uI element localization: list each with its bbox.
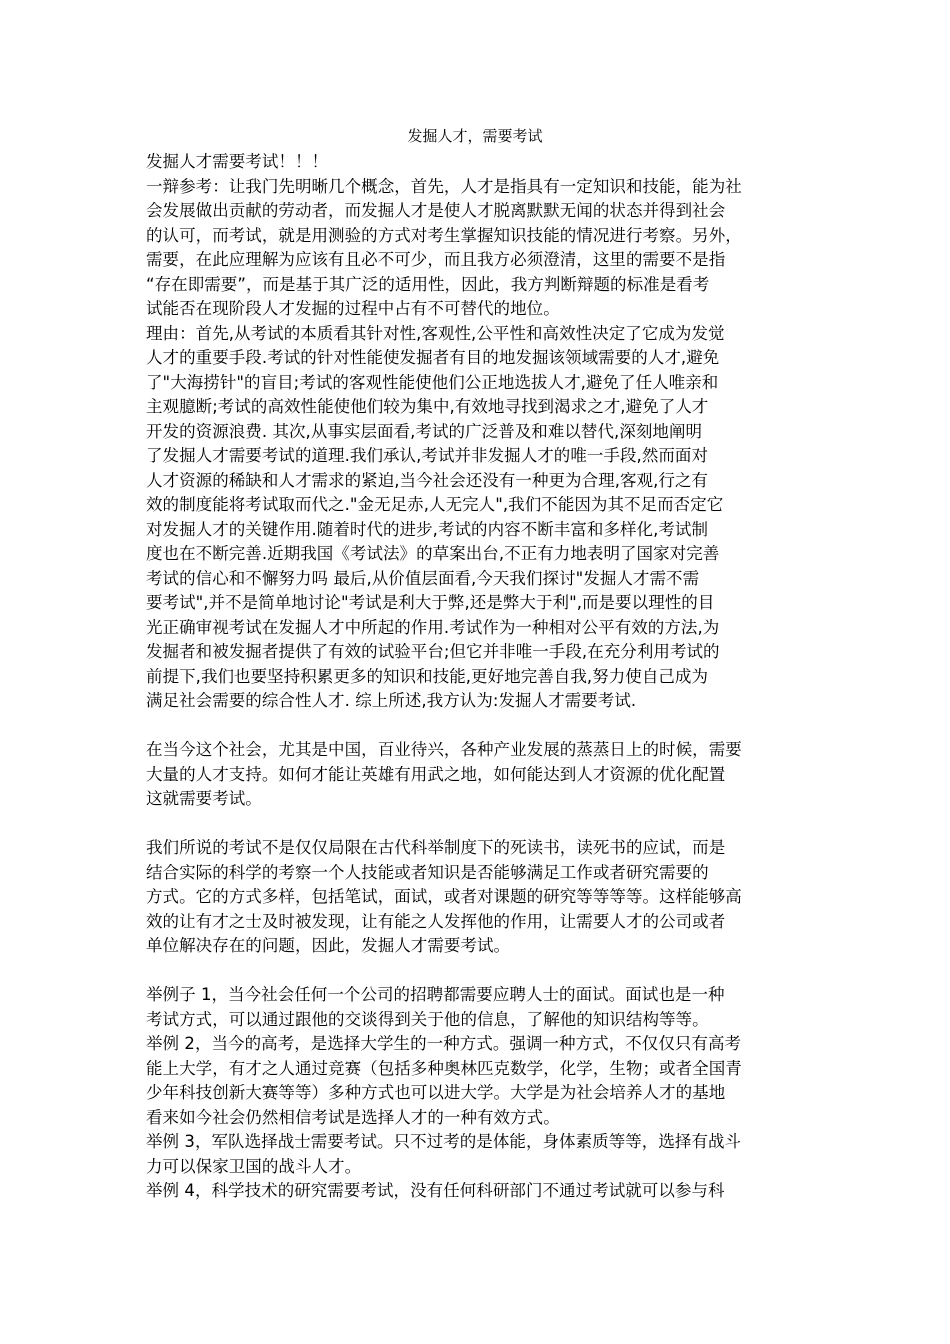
text-line: 理由：首先,从考试的本质看其针对性,客观性,公平性和高效性决定了它成为发觉 xyxy=(146,323,725,343)
text-line: 了发掘人才需要考试的道理.我们承认,考试并非发掘人才的唯一手段,然而面对 xyxy=(146,446,709,465)
text-line: 举例 2，当今的高考，是选择大学生的一种方式。强调一种方式，不仅仅只有高考 xyxy=(146,1034,742,1053)
text-line: 试能否在现阶段人才发掘的过程中占有不可替代的地位。 xyxy=(146,299,560,318)
text-line: 度也在不断完善.近期我国《考试法》的草案出台,不正有力地表明了国家对完善 xyxy=(146,544,720,563)
document-body xyxy=(146,150,810,1204)
text-line: 这就需要考试。 xyxy=(146,789,262,808)
text-line: 举例 4，科学技术的研究需要考试，没有任何科研部门不通过考试就可以参与科 xyxy=(146,1181,725,1200)
document-title: 发掘人才，需要考试 xyxy=(407,127,543,145)
text-line: 举例子 1，当今社会任何一个公司的招聘都需要应聘人士的面试。面试也是一种 xyxy=(146,985,725,1004)
text-line: 举例 3，军队选择战士需要考试。只不过考的是体能，身体素质等等，选择有战斗 xyxy=(146,1132,742,1151)
text-line: 方式。它的方式多样，包括笔试，面试，或者对课题的研究等等等等。这样能够高 xyxy=(146,887,742,906)
text-line: 的认可，而考试，就是用测验的方式对考生掌握知识技能的情况进行考察。另外， xyxy=(146,225,742,245)
text-line: 满足社会需要的综合性人才. 综上所述,我方认为:发掘人才需要考试. xyxy=(146,691,637,710)
text-line: 效的让有才之士及时被发现，让有能之人发挥他的作用，让需要人才的公司或者 xyxy=(146,911,726,931)
paragraph-gap xyxy=(146,714,810,739)
text-line: 光正确审视考试在发掘人才中所起的作用.考试作为一种相对公平有效的方法,为 xyxy=(146,617,720,637)
text-line: 考试方式，可以通过跟他的交谈得到关于他的信息，了解他的知识结构等等。 xyxy=(146,1009,709,1029)
text-line: 前提下,我们也要坚持积累更多的知识和技能,更好地完善自我,努力使自己成为 xyxy=(146,666,709,686)
paragraph-gap xyxy=(146,959,810,984)
text-line: 能上大学，有才之人通过竞赛（包括多种奥林匹克数学，化学，生物；或者全国青 xyxy=(146,1058,742,1078)
paragraph-gap xyxy=(146,812,810,837)
text-line: 考试的信心和不懈努力吗 最后,从价值层面看,今天我们探讨"发掘人才需不需 xyxy=(146,568,700,588)
text-line: 了"大海捞针"的盲目;考试的客观性能使他们公正地选拔人才,避免了任人唯亲和 xyxy=(146,372,719,392)
text-line: 结合实际的科学的考察一个人技能或者知识是否能够满足工作或者研究需要的 xyxy=(146,862,709,882)
text-line: 人才的重要手段.考试的针对性能使发掘者有目的地发掘该领域需要的人才,避免 xyxy=(146,348,720,367)
text-line: 力可以保家卫国的战斗人才。 xyxy=(146,1156,362,1176)
text-line: 会发展做出贡献的劳动者，而发掘人才是使人才脱离默默无闻的状态并得到社会 xyxy=(146,201,726,220)
text-line: 主观臆断;考试的高效性能使他们较为集中,有效地寻找到渴求之才,避免了人才 xyxy=(146,397,709,416)
text-line: “存在即需要”，而是基于其广泛的适用性，因此，我方判断辩题的标准是看考 xyxy=(146,274,710,294)
text-line: 开发的资源浪费. 其次,从事实层面看,考试的广泛普及和难以替代,深刻地阐明 xyxy=(146,421,703,441)
text-line: 我们所说的考试不是仅仅局限在古代科举制度下的死读书，读死书的应试，而是 xyxy=(146,838,726,857)
text-line: 单位解决存在的问题，因此，发掘人才需要考试。 xyxy=(146,936,511,955)
text-line: 大量的人才支持。如何才能让英雄有用武之地，如何能达到人才资源的优化配置 xyxy=(146,764,726,784)
text-line: 效的制度能将考试取而代之."金无足赤,人无完人",我们不能因为其不足而否定它 xyxy=(146,495,724,514)
text-line: 发掘者和被发掘者提供了有效的试验平台;但它并非唯一手段,在充分利用考试的 xyxy=(146,642,720,661)
text-line: 人才资源的稀缺和人才需求的紧迫,当今社会还没有一种更为合理,客观,行之有 xyxy=(146,470,709,490)
text-line: 少年科技创新大赛等等）多种方式也可以进大学。大学是为社会培养人才的基地 xyxy=(146,1083,726,1102)
text-line: 一辩参考：让我门先明晰几个概念，首先，人才是指具有一定知识和技能，能为社 xyxy=(146,176,742,196)
text-line: 需要，在此应理解为应该有且必不可少，而且我方必须澄清，这里的需要不是指 xyxy=(146,250,726,269)
text-line: 要考试",并不是简单地讨论"考试是利大于弊,还是弊大于利",而是要以理性的目 xyxy=(146,593,715,612)
text-line: 看来如今社会仍然相信考试是选择人才的一种有效方式。 xyxy=(146,1107,560,1127)
text-line: 在当今这个社会，尤其是中国，百业待兴，各种产业发展的蒸蒸日上的时候，需要 xyxy=(146,740,742,759)
text-line: 对发掘人才的关键作用.随着时代的进步,考试的内容不断丰富和多样化,考试制 xyxy=(146,519,709,539)
text-line: 发掘人才需要考试！！！ xyxy=(146,152,329,171)
